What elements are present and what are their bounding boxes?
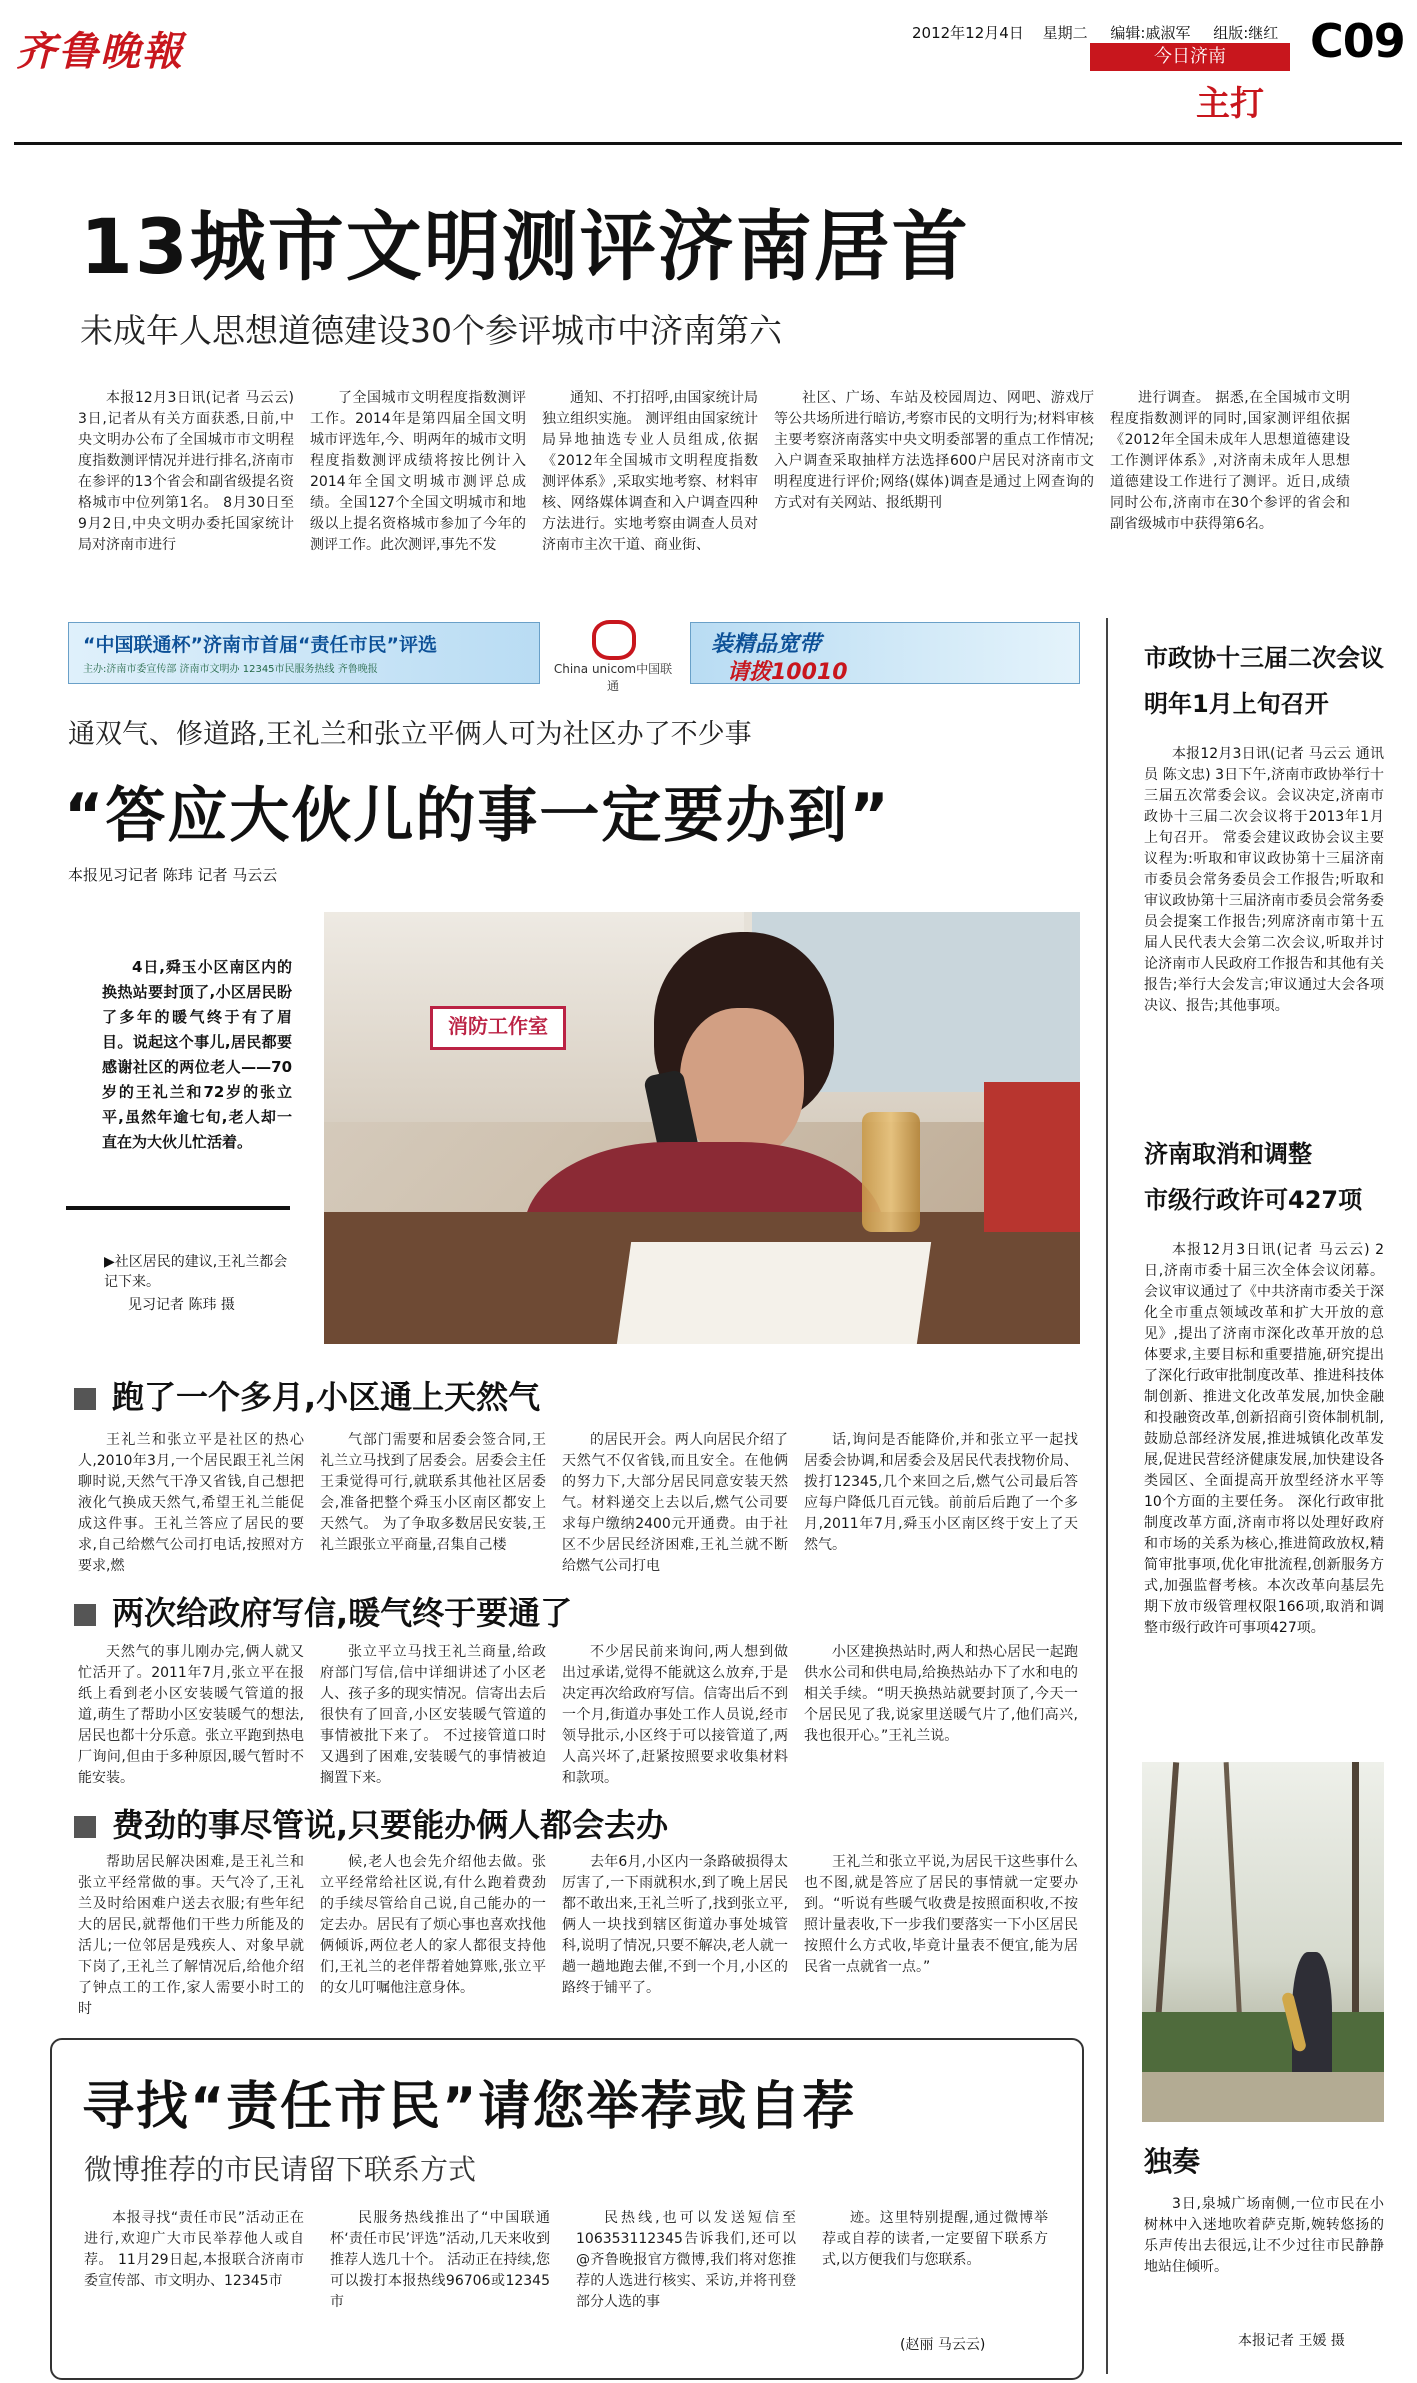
- s3-col-3: 去年6月,小区内一条路破损得太厉害了,一下雨就积水,到了晚上居民都不敢出来,王礼兰听了,找到张立平,俩人一块找到辖区街道办事处城管科,说明了情况,只要不解决,老人就一趟一趟地跑去催,不到一个月,小区的路终于铺平了。: [562, 1854, 788, 1996]
- sidebar-item1-body: 本报12月3日讯(记者 马云云 通讯员 陈文忠) 3日下午,济南市政协举行十三届五次常委会议。会议决定,济南市政协十三届二次会议将于2013年1月上旬召开。 常委会建议政协会议主要议程为:听取和审议政协第十三届济南市委员会常务委员会工作报告;听取和审议政协第十三届济南市委员会常务委员会提案工作报告;列席济南市第十五届人民代表大会第二次会议,听取并讨论济南市人民政府工作报告和其他有关报告;举行大会发言;审议通过大会各项决议、报告;其他事项。: [1144, 746, 1384, 1014]
- wall-sign-text: 消防工作室: [448, 1014, 548, 1038]
- s1-col-3: 的居民开会。两人向居民介绍了天然气不仅省钱,而且安全。在他俩的努力下,大部分居民同意安装天然气。材料递交上去以后,燃气公司要求每户缴纳2400元开通费。由于社区不少居民经济困难,王礼兰就不断给燃气公司打电: [562, 1432, 788, 1574]
- s1-col-2: 气部门需要和居委会签合同,王礼兰立马找到了居委会。居委会主任王秉觉得可行,就联系其他社区居委会,准备把整个舜玉小区南区都安上天然气。 为了争取多数居民安装,王礼兰跟张立平商量,召集自己楼: [320, 1432, 546, 1553]
- subsection-label: 主打: [1196, 84, 1264, 124]
- s2-col-4: 小区建换热站时,两人和热心居民一起跑供水公司和供电局,给换热站办下了水和电的相关手续。“明天换热站就要封顶了,今天一个居民见了我,说家里送暖气片了,他们高兴,我也很开心。”王礼兰说。: [804, 1644, 1078, 1744]
- layout-text: 组版:继红: [1213, 24, 1279, 42]
- lead-col-1: 本报12月3日讯(记者 马云云) 3日,记者从有关方面获悉,日前,中央文明办公布了全国城市市文明程度指数测评情况并进行排名,济南市在参评的13个省会和副省级提名资格城市中位列第1名。 8月30日至9月2日,中央文明办委托国家统计局对济南市进行: [78, 390, 294, 553]
- section-1-title: 跑了一个多月,小区通上天然气: [112, 1378, 541, 1416]
- sidebar-item3-body: 3日,泉城广场南侧,一位市民在小树林中入迷地吹着萨克斯,婉转悠扬的乐声传出去很远,让不少过往市民静静地站住倾听。: [1144, 2196, 1384, 2275]
- lead-col-5: 进行调查。 据悉,在全国城市文明程度指数测评的同时,国家测评组依据《2012年全国未成年人思想道德建设工作测评体系》,对济南未成年人思想道德建设工作进行了测评。近日,成绩同时公布,济南市在30个参评的省会和副省级城市中获得第6名。: [1110, 390, 1350, 532]
- bottom-col-1: 本报寻找“责任市民”活动正在进行,欢迎广大市民举荐他人或自荐。 11月29日起,本报联合济南市委宣传部、市文明办、12345市: [84, 2210, 304, 2289]
- s1-col-4: 话,询问是否能降价,并和张立平一起找居委会协调,和居委会及居民代表找物价局、拨打12345,几个来回之后,燃气公司最后答应每户降低几百元钱。前前后后跑了一个多月,2011年7月,舜玉小区南区终于安上了天然气。: [804, 1432, 1078, 1553]
- s3-col-2: 候,老人也会先介绍他去做。张立平经常给社区说,有什么跑着费劲的手续尽管给自己说,自己能办的一定去办。居民有了烦心事也喜欢找他俩倾诉,两位老人的家人都很支持他们,王礼兰的老伴帮着她算账,张立平的女儿叮嘱他注意身体。: [320, 1854, 546, 1996]
- lead-col-2: 了全国城市文明程度指数测评工作。2014年是第四届全国文明城市评选年,今、明两年的城市文明程度指数测评成绩将按比例计入2014年全国文明城市测评总成绩。全国127个全国文明城市和地级以上提名资格城市参加了今年的测评工作。此次测评,事先不发: [310, 390, 526, 553]
- s3-col-4: 王礼兰和张立平说,为居民干这些事什么也不图,就是答应了居民的事情就一定要办到。“听说有些暖气收费是按照面积收,不按照计量表收,下一步我们要落实一下小区居民按照什么方式收,毕竟计量表不便宜,能为居民省一点就省一点。”: [804, 1854, 1078, 1975]
- lead-subtitle: 未成年人思想道德建设30个参评城市中济南第六: [80, 311, 782, 350]
- tea-bottle: [862, 1112, 920, 1232]
- sidebar-item1-title2: 明年1月上旬召开: [1144, 690, 1329, 718]
- sidebar-item3-credit: 本报记者 王媛 摄: [1238, 2333, 1345, 2349]
- sidebar-divider: [1106, 618, 1108, 2374]
- bottom-col-3: 民热线,也可以发送短信至106353112345告诉我们,还可以@齐鲁晚报官方微博,我们将对您推荐的人选进行核实、采访,并将刊登部分人选的事: [576, 2210, 796, 2310]
- cabinet: [984, 1082, 1080, 1232]
- square-bullet-icon: [74, 1388, 96, 1410]
- section-1-heading: [74, 1372, 540, 1418]
- path: [1142, 2072, 1384, 2122]
- hedge: [1142, 2012, 1384, 2072]
- story-title: “答应大伙儿的事一定要办到”: [64, 781, 891, 851]
- unicom-logo: [548, 618, 678, 693]
- wall-sign: [430, 1006, 566, 1050]
- square-bullet-icon: [74, 1604, 96, 1626]
- story-byline: 本报见习记者 陈玮 记者 马云云: [68, 866, 278, 884]
- bottom-credit: (赵丽 马云云): [900, 2337, 986, 2353]
- notebook: [617, 1242, 931, 1344]
- lead-title: 13城市文明测评济南居首: [80, 202, 970, 291]
- bottom-title: 寻找“责任市民”请您举荐或自荐: [82, 2077, 857, 2137]
- photo-caption: ▶社区居民的建议,王礼兰都会记下来。: [104, 1254, 288, 1290]
- bottom-col-2: 民服务热线推出了“中国联通杯‘责任市民’评选”活动,几天来收到推荐人选几十个。 活动正在持续,您可以拨打本报热线96706或12345市: [330, 2210, 550, 2310]
- section-3-heading: [74, 1800, 668, 1846]
- masthead: 齐鲁晚報: [16, 28, 184, 75]
- lead-col-4: 社区、广场、车站及校园周边、网吧、游戏厅等公共场所进行暗访,考察市民的文明行为;材料审核主要考察济南落实中央文明委部署的重点工作情况;入户调查采取抽样方法选择600户居民对济南市文明程度进行评价;网络(媒体)调查是通过上网查询的方式对有关网站、报纸期刊: [774, 390, 1094, 511]
- sidebar-item2-title2: 市级行政许可427项: [1144, 1186, 1363, 1214]
- bottom-subtitle: 微博推荐的市民请留下联系方式: [84, 2153, 477, 2186]
- square-bullet-icon: [74, 1816, 96, 1838]
- banner-right-top: 装精品宽带: [711, 632, 822, 657]
- story-photo: [324, 912, 1080, 1344]
- sidebar-item2-title1: 济南取消和调整: [1144, 1140, 1312, 1168]
- sidebar-item2-body: 本报12月3日讯(记者 马云云) 2日,济南市委十届三次全体会议闭幕。会议审议通过了《中共济南市委关于深化全市重点领域改革和扩大开放的意见》,提出了济南市深化改革开放的总体要求,主要目标和重要措施,研究提出了深化行政审批制度改革、推进科技体制创新、推进文化改革发展,加快金融和投融资改革,创新招商引资体制机制,鼓励总部经济发展,推进城镇化改革发展,促进民营经济健康发展,加快建设各类园区、全面提高开放型经济水平等10个方面的主要任务。 深化行政审批制度改革方面,济南市将以处理好政府和市场的关系为核心,推进简政放权,精简审批事项,优化审批流程,创新服务方式,加强监督考核。本次改革向基层先期下放市级管理权限166项,取消和调整市级行政许可事项427项。: [1144, 1242, 1384, 1636]
- lead-col-3: 通知、不打招呼,由国家统计局独立组织实施。 测评组由国家统计局异地抽选专业人员组成,依据《2012年全国城市文明程度指数测评体系》,采取实地考察、材料审核、网络媒体调查和入户调查四种方法进行。实地考察由调查人员对济南市主次干道、商业街、: [542, 390, 758, 553]
- section-3-title: 费劲的事尽管说,只要能办俩人都会去办: [112, 1806, 669, 1844]
- photo-credit: 见习记者 陈玮 摄: [128, 1297, 235, 1313]
- section-label: 今日济南: [1154, 46, 1226, 67]
- woman-face: [680, 1008, 804, 1158]
- section-2-heading: [74, 1588, 572, 1634]
- weekday-text: 星期二: [1042, 24, 1088, 42]
- section-2-title: 两次给政府写信,暖气终于要通了: [112, 1594, 573, 1632]
- sidebar-photo: [1142, 1762, 1384, 2122]
- date-text: 2012年12月4日: [912, 24, 1024, 42]
- header-rule: [14, 142, 1402, 145]
- s1-col-1: 王礼兰和张立平是社区的热心人,2010年3月,一个居民跟王礼兰闲聊时说,天然气干净又省钱,自己想把液化气换成天然气,希望王礼兰能促成这件事。王礼兰答应了居民的要求,自己给燃气公司打电话,按照对方要求,燃: [78, 1432, 304, 1574]
- event-banner-right: [690, 622, 1080, 684]
- header-date: [912, 22, 1278, 43]
- s2-col-1: 天然气的事儿刚办完,俩人就又忙活开了。2011年7月,张立平在报纸上看到老小区安装暖气管道的报道,萌生了帮助小区安装暖气的想法,居民也都十分乐意。张立平跑到热电厂询问,但由于多种原因,暖气暂时不能安装。: [78, 1644, 304, 1786]
- banner-main: “中国联通杯”济南市首届“责任市民”评选: [83, 634, 437, 656]
- s2-col-3: 不少居民前来询问,两人想到做出过承诺,觉得不能就这么放弃,于是决定再次给政府写信。信寄出后不到一个月,街道办事处工作人员说,经市领导批示,小区终于可以接管道了,两人高兴坏了,赶紧按照要求收集材料和款项。: [562, 1644, 788, 1786]
- story-intro: 4日,舜玉小区南区内的换热站要封顶了,小区居民盼了多年的暖气终于有了眉目。说起这个事儿,居民都要感谢社区的两位老人——70岁的王礼兰和72岁的张立平,虽然年逾七旬,老人却一直在为大伙儿忙活着。: [102, 958, 292, 1151]
- unicom-text: China unicom中国联通: [553, 662, 673, 693]
- sidebar-item3-title: 独奏: [1144, 2145, 1201, 2178]
- unicom-knot-icon: [592, 620, 636, 660]
- s3-col-1: 帮助居民解决困难,是王礼兰和张立平经常做的事。天气冷了,王礼兰及时给困难户送去衣服;有些年纪大的居民,就帮他们干些力所能及的活儿;一位邻居是残疾人、对象早就下岗了,王礼兰了解情况后,给他介绍了钟点工的工作,家人需要小时工的时: [78, 1854, 304, 2017]
- banner-right-bottom: 请拨10010: [727, 660, 848, 685]
- banner-sub: 主办:济南市委宣传部 济南市文明办 12345市民服务热线 齐鲁晚报: [83, 664, 378, 675]
- bottom-col-4: 迹。这里特别提醒,通过微博举荐或自荐的读者,一定要留下联系方式,以方便我们与您联系。: [822, 2210, 1048, 2268]
- intro-rule: [66, 1206, 290, 1210]
- section-badge: [1090, 43, 1290, 71]
- event-banner-left: [68, 622, 540, 684]
- page-number: C09: [1310, 14, 1405, 68]
- sidebar-item1-title1: 市政协十三届二次会议: [1144, 644, 1384, 672]
- story-kicker: 通双气、修道路,王礼兰和张立平俩人可为社区办了不少事: [68, 719, 752, 750]
- s2-col-2: 张立平立马找王礼兰商量,给政府部门写信,信中详细讲述了小区老人、孩子多的现实情况。信寄出去后很快有了回音,小区安装暖气管道的事情被批下来了。 不过接管道口时又遇到了困难,安装暖气的事情被迫搁置下来。: [320, 1644, 546, 1786]
- editor-text: 编辑:戚淑军: [1110, 24, 1191, 42]
